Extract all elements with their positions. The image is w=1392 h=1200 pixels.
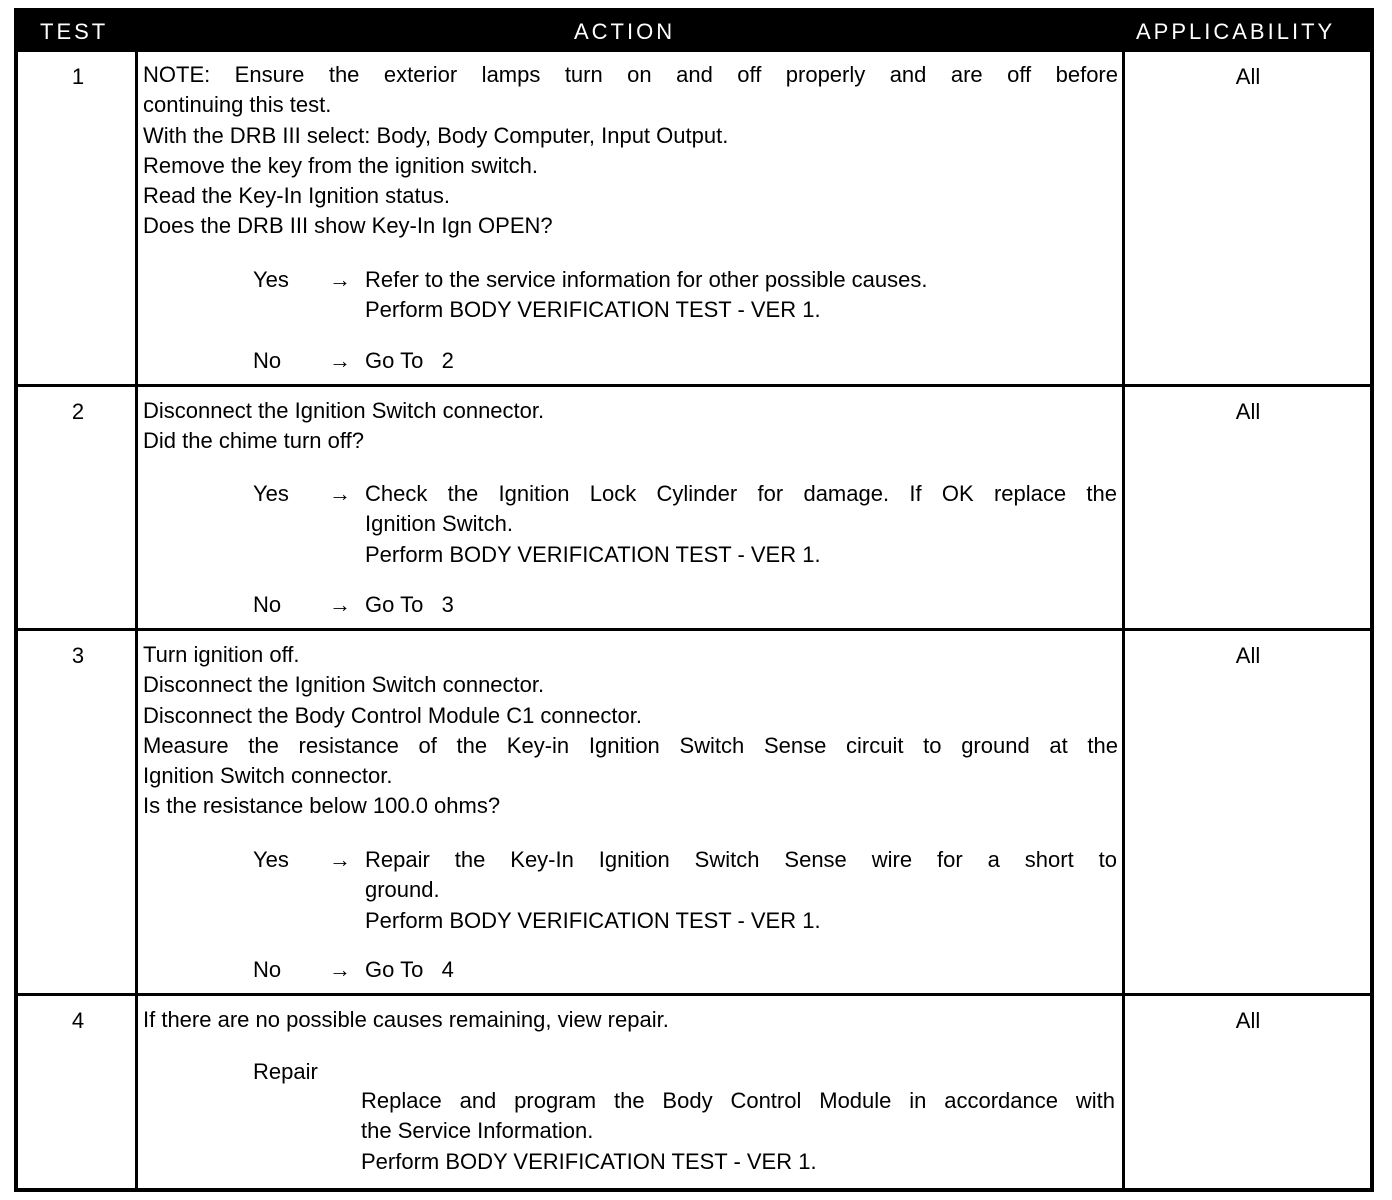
action-line: Measure the resistance of the Key-in Ignition Switch Sense circuit to ground at the bbox=[143, 732, 1118, 758]
repair-text bbox=[361, 1086, 1115, 1177]
no-text bbox=[365, 590, 1117, 620]
applicability-value: All bbox=[1235, 399, 1261, 424]
no-label: No bbox=[253, 348, 282, 373]
action-line: Turn ignition off. bbox=[143, 642, 300, 667]
row-divider bbox=[18, 628, 1370, 631]
action-line: Is the resistance below 100.0 ohms? bbox=[143, 793, 501, 819]
action-line: continuing this test. bbox=[143, 92, 332, 118]
right-arrow-icon: → bbox=[329, 847, 351, 872]
row-divider bbox=[18, 384, 1370, 387]
applicability-value: All bbox=[1235, 64, 1261, 89]
right-arrow-icon: → bbox=[329, 267, 351, 292]
test-number: 4 bbox=[71, 1008, 85, 1033]
no-label: No bbox=[253, 592, 282, 617]
action-line: Does the DRB III show Key-In Ign OPEN? bbox=[143, 213, 553, 239]
yes-text bbox=[365, 845, 1117, 936]
right-arrow-icon: → bbox=[329, 957, 351, 982]
action-line: If there are no possible causes remaining, view repair. bbox=[143, 1007, 669, 1032]
header-action: ACTION bbox=[574, 19, 676, 44]
no-label: No bbox=[253, 957, 282, 982]
action-line: Disconnect the Ignition Switch connector. bbox=[143, 672, 545, 698]
action-line: Did the chime turn off? bbox=[143, 428, 364, 454]
yes-text bbox=[365, 265, 1117, 326]
row-divider bbox=[18, 993, 1370, 996]
goto-text: Go To 3 bbox=[365, 592, 454, 617]
action-line: Read the Key-In Ignition status. bbox=[143, 183, 450, 209]
action-line: Ignition Switch connector. bbox=[143, 763, 393, 789]
response-line: Ignition Switch. bbox=[365, 511, 513, 537]
yes-text bbox=[365, 479, 1117, 570]
response-line: Perform BODY VERIFICATION TEST - VER 1. bbox=[365, 907, 821, 933]
response-line: Perform BODY VERIFICATION TEST - VER 1. bbox=[365, 541, 821, 567]
yes-label: Yes bbox=[253, 481, 289, 506]
right-arrow-icon: → bbox=[329, 348, 351, 373]
action-text bbox=[143, 640, 1118, 822]
header-test: TEST bbox=[40, 19, 109, 44]
test-number: 3 bbox=[71, 643, 85, 668]
repair-label: Repair bbox=[253, 1059, 318, 1084]
test-number: 1 bbox=[71, 64, 85, 89]
test-number: 2 bbox=[71, 399, 85, 424]
action-line: NOTE: Ensure the exterior lamps turn on and off properly and are off before bbox=[143, 62, 1118, 87]
right-arrow-icon: → bbox=[329, 592, 351, 617]
response-line: Repair the Key-In Ignition Switch Sense wire for a short to bbox=[365, 847, 1117, 872]
action-line: Disconnect the Ignition Switch connector. bbox=[143, 398, 545, 423]
action-line: With the DRB III select: Body, Body Computer, Input Output. bbox=[143, 122, 729, 148]
action-text bbox=[143, 396, 1118, 457]
repair-line: the Service Information. bbox=[361, 1118, 594, 1144]
header-applicability: APPLICABILITY bbox=[1136, 19, 1336, 44]
goto-text: Go To 4 bbox=[365, 957, 454, 982]
action-text bbox=[143, 1005, 1118, 1035]
column-divider bbox=[1122, 52, 1125, 1188]
response-line: Perform BODY VERIFICATION TEST - VER 1. bbox=[365, 297, 821, 323]
action-text bbox=[143, 60, 1118, 242]
repair-line: Perform BODY VERIFICATION TEST - VER 1. bbox=[361, 1148, 817, 1174]
applicability-value: All bbox=[1235, 1008, 1261, 1033]
response-line: Check the Ignition Lock Cylinder for damage. If OK replace the bbox=[365, 481, 1117, 506]
no-text bbox=[365, 346, 1117, 376]
repair-line: Replace and program the Body Control Module in accordance with bbox=[361, 1088, 1115, 1113]
yes-label: Yes bbox=[253, 847, 289, 872]
response-line: Refer to the service information for other possible causes. bbox=[365, 267, 928, 292]
action-line: Remove the key from the ignition switch. bbox=[143, 152, 538, 178]
no-text bbox=[365, 955, 1117, 985]
diagnostic-table bbox=[14, 8, 1374, 1192]
table-header bbox=[18, 12, 1370, 52]
right-arrow-icon: → bbox=[329, 481, 351, 506]
action-line: Disconnect the Body Control Module C1 connector. bbox=[143, 702, 642, 728]
response-line: ground. bbox=[365, 877, 440, 903]
applicability-value: All bbox=[1235, 643, 1261, 668]
goto-text: Go To 2 bbox=[365, 348, 454, 373]
yes-label: Yes bbox=[253, 267, 289, 292]
